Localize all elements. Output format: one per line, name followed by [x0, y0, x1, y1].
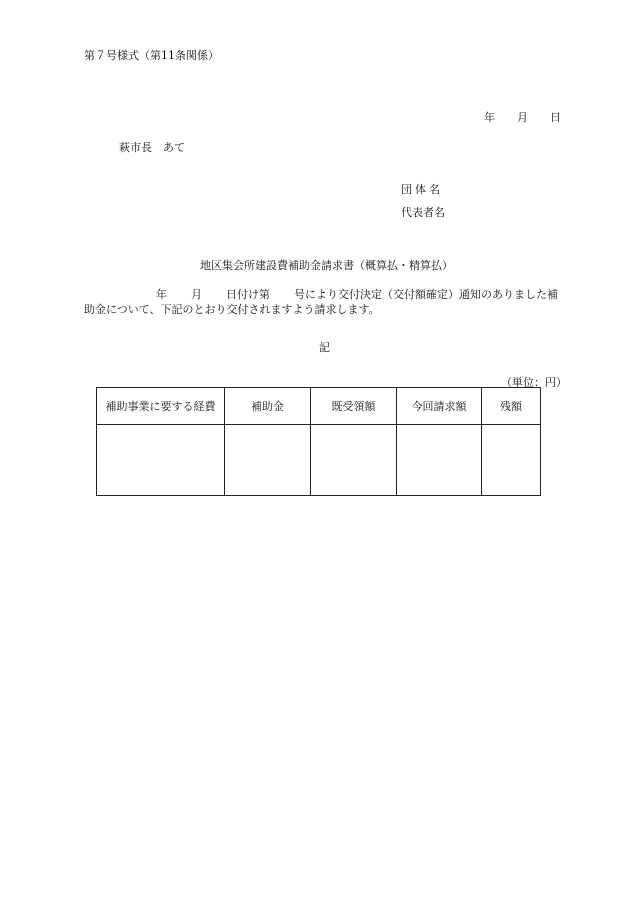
ki-heading: 記 — [319, 341, 330, 354]
header-subsidy: 補助金 — [225, 388, 311, 425]
body-month: 月 — [191, 288, 202, 301]
header-balance: 残額 — [482, 388, 541, 425]
table-row — [97, 425, 541, 496]
unit-label: （単位：円） — [501, 376, 567, 389]
date-year-label: 年 — [484, 111, 495, 124]
amounts-table — [96, 387, 541, 496]
body-number-suffix: 号により交付決定（交付額確定）通知のありました補 — [294, 288, 558, 301]
cell-project-cost[interactable] — [97, 425, 225, 496]
request-body — [84, 287, 580, 317]
representative-label: 代表者名 — [401, 206, 445, 219]
date-month-label: 月 — [517, 111, 528, 124]
cell-current-request[interactable] — [397, 425, 482, 496]
date-day-label: 日 — [550, 111, 561, 124]
cell-subsidy[interactable] — [225, 425, 311, 496]
form-number: 第７号様式（第11条関係） — [84, 49, 219, 62]
body-line-2: 助金について、下記のとおり交付されますよう請求します。 — [84, 303, 380, 316]
document-title: 地区集会所建設費補助金請求書（概算払・精算払） — [200, 259, 453, 272]
table-header-row — [97, 388, 541, 425]
cell-received[interactable] — [311, 425, 397, 496]
header-received: 既受領額 — [311, 388, 397, 425]
cell-balance[interactable] — [482, 425, 541, 496]
body-line-1 — [84, 287, 580, 302]
header-project-cost: 補助事業に要する経費 — [97, 388, 225, 425]
body-day-suffix: 日付け第 — [226, 288, 270, 301]
body-year: 年 — [156, 288, 167, 301]
group-name-label: 団体名 — [401, 183, 443, 196]
header-current-request: 今回請求額 — [397, 388, 482, 425]
date-line — [484, 109, 561, 125]
addressee: 萩市長 あて — [119, 141, 185, 154]
